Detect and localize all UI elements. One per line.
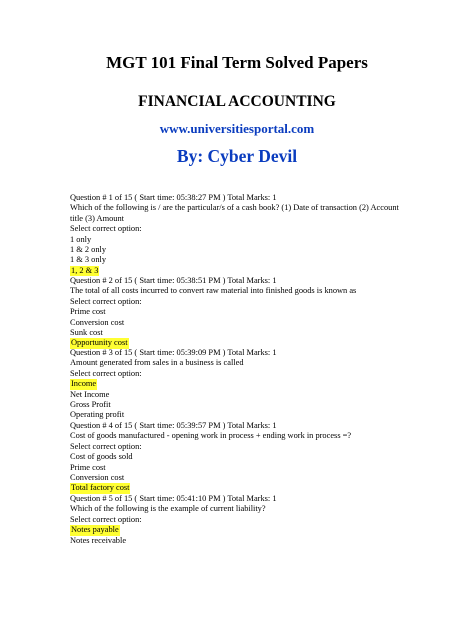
question-header: Question # 5 of 15 ( Start time: 05:41:10 PM ) Total Marks: 1	[70, 494, 277, 503]
question-header: Question # 1 of 15 ( Start time: 05:38:27 PM ) Total Marks: 1	[70, 193, 277, 202]
question-text: Cost of goods manufactured - opening work in process + ending work in process =?	[70, 431, 352, 441]
option[interactable]: Conversion cost	[70, 473, 125, 483]
question-header: Question # 3 of 15 ( Start time: 05:39:09 PM ) Total Marks: 1	[70, 348, 277, 357]
option[interactable]: Net Income	[70, 389, 110, 399]
select-prompt: Select correct option:	[70, 514, 142, 524]
question-text: Which of the following is the example of current liability?	[70, 504, 266, 514]
select-prompt: Select correct option:	[70, 296, 142, 306]
question-header: Question # 2 of 15 ( Start time: 05:38:51 PM ) Total Marks: 1	[70, 276, 277, 285]
question-block-1	[70, 193, 410, 276]
correct-option-highlighted[interactable]: Total factory cost	[71, 483, 130, 493]
website-link[interactable]: www.universitiesportal.com	[159, 121, 315, 136]
correct-option-highlighted[interactable]: Opportunity cost	[71, 338, 128, 348]
option[interactable]: 1 & 3 only	[70, 255, 107, 265]
question-block-4	[70, 421, 410, 494]
page-title: MGT 101 Final Term Solved Papers	[106, 53, 368, 72]
option[interactable]: 1 only	[70, 234, 92, 244]
author-line: By: Cyber Devil	[176, 146, 298, 166]
option[interactable]: Conversion cost	[70, 317, 125, 327]
question-header: Question # 4 of 15 ( Start time: 05:39:57 PM ) Total Marks: 1	[70, 421, 277, 430]
question-text: Amount generated from sales in a business is called	[70, 358, 244, 368]
option[interactable]: Notes receivable	[70, 535, 127, 545]
option[interactable]: 1 & 2 only	[70, 245, 107, 255]
question-text: Which of the following is / are the particular/s of a cash book? (1) Date of transaction (2) Account title (3) Amount	[70, 203, 399, 223]
select-prompt: Select correct option:	[70, 224, 142, 234]
question-block-5	[70, 494, 410, 546]
select-prompt: Select correct option:	[70, 441, 142, 451]
select-prompt: Select correct option:	[70, 368, 142, 378]
question-block-3	[70, 348, 410, 421]
option[interactable]: Sunk cost	[70, 328, 103, 338]
correct-option-highlighted[interactable]: Notes payable	[71, 525, 119, 535]
correct-option-highlighted[interactable]: 1, 2 & 3	[71, 265, 99, 275]
question-block-2	[70, 276, 410, 349]
correct-option-highlighted[interactable]: Income	[71, 379, 97, 389]
question-text: The total of all costs incurred to convert raw material into finished goods is known as	[70, 286, 357, 296]
option[interactable]: Gross Profit	[70, 400, 111, 410]
option[interactable]: Operating profit	[70, 410, 125, 420]
option[interactable]: Prime cost	[70, 462, 106, 472]
option[interactable]: Prime cost	[70, 307, 106, 317]
option[interactable]: Cost of goods sold	[70, 452, 133, 462]
subject-heading: FINANCIAL ACCOUNTING	[138, 93, 336, 110]
